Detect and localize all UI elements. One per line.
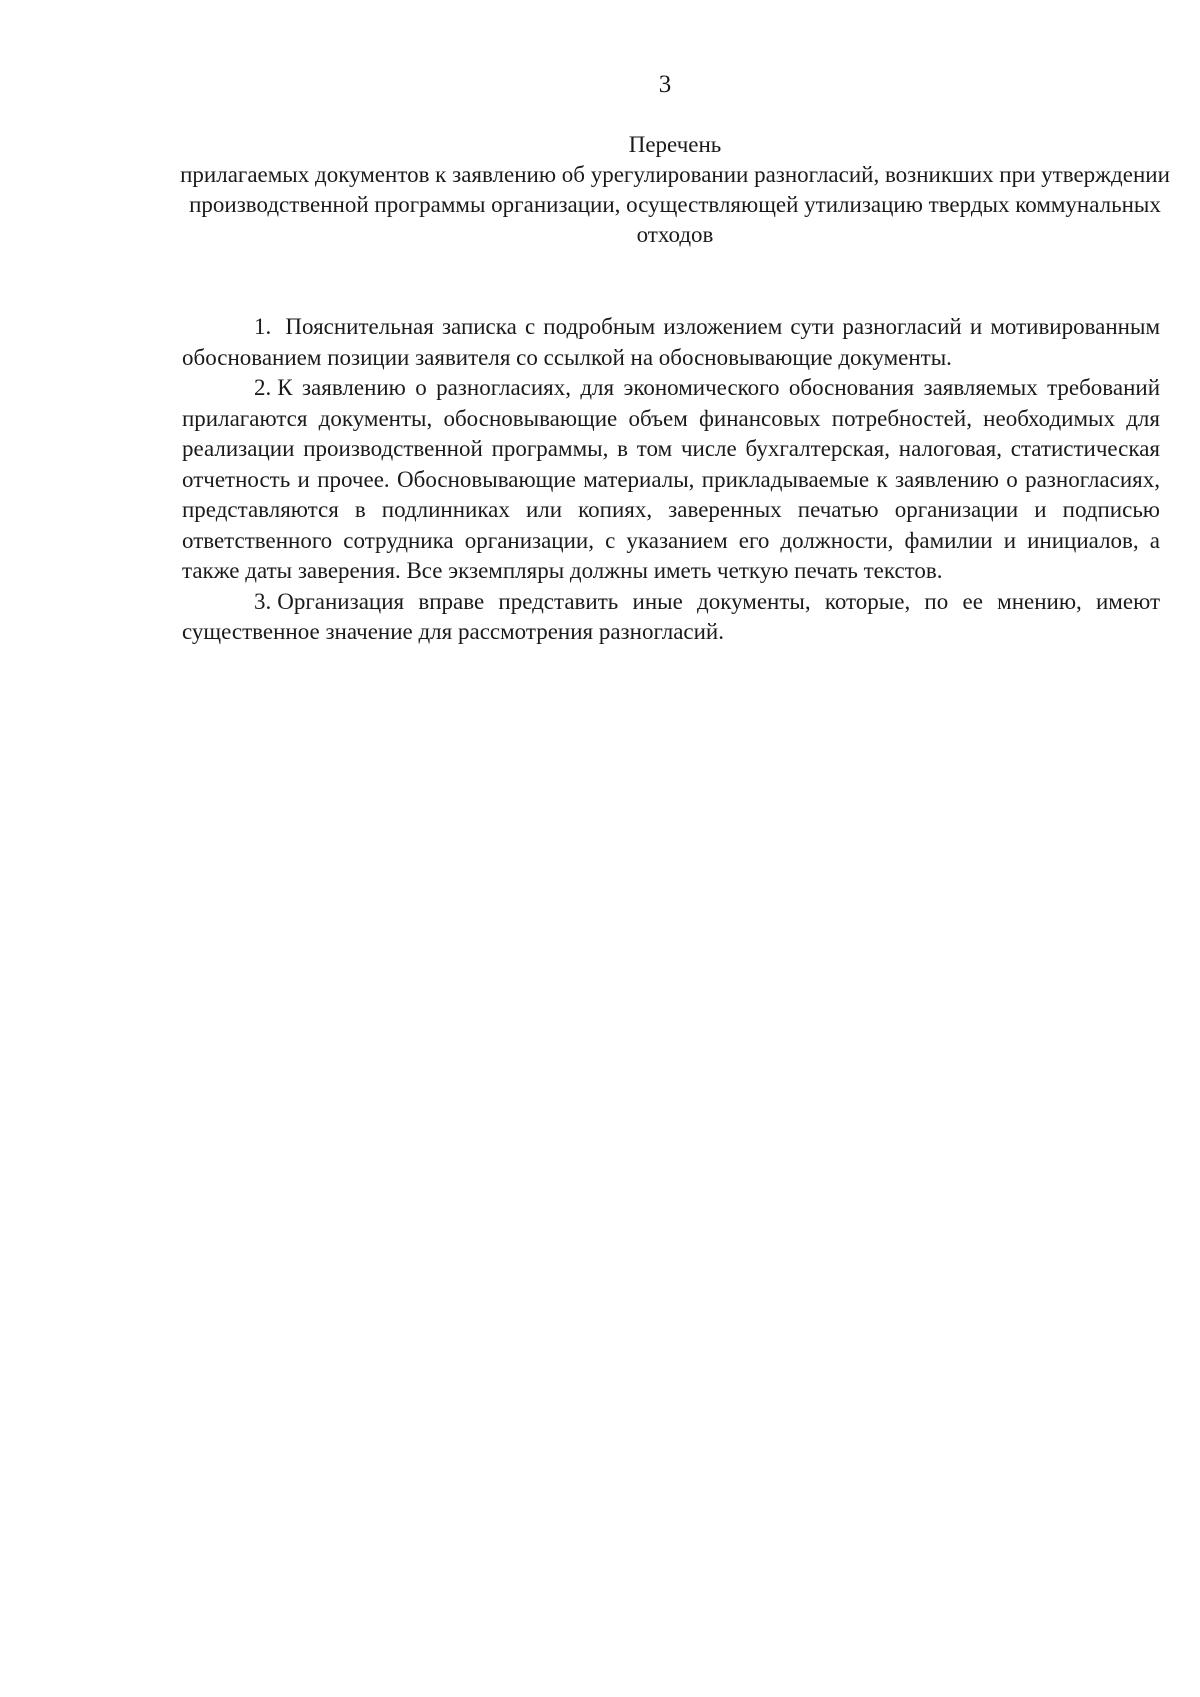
list-item — [182, 373, 1160, 587]
list-item-number: 1. — [254, 314, 272, 339]
document-title: Перечень — [628, 132, 722, 157]
list-item-number: 2. — [254, 375, 272, 400]
list-item-text: Организация вправе представить иные документы, которые, по ее мнению, имеют существенное значение для рассмотрения разногласий. — [182, 588, 1160, 644]
page-number: 3 — [658, 71, 672, 98]
document-body — [182, 312, 1160, 648]
list-item-text: Пояснительная записка с подробным изложением сути разногласий и мотивированным обоснованием позиции заявителя со ссылкой на обосновывающие документы. — [182, 314, 1160, 370]
list-item — [182, 587, 1160, 648]
list-item-text: К заявлению о разногласиях, для экономического обоснования заявляемых требований прилагаются документы, обосновывающие объем финансовых потребностей, необходимых для реализации производственной программы, в том числе бухгалтерская, налоговая, статистическая отчетность и прочее. Обосновывающие материалы, прикладываемые к заявлению о разногласиях, представляются в подлинниках или копиях, заверенных печатью организации и подписью ответственного сотрудника организации, с указанием его должности, фамилии и инициалов, а также даты заверения. Все экземпляры должны иметь четкую печать текстов. — [182, 375, 1160, 583]
document-subtitle: прилагаемых документов к заявлению об урегулировании разногласий, возникших при утверждении производственной программы организации, осуществляющей утилизацию твердых коммунальных отходов — [180, 162, 1170, 247]
document-title-block — [180, 130, 1170, 250]
list-item — [182, 312, 1160, 373]
list-item-number: 3. — [254, 588, 272, 614]
